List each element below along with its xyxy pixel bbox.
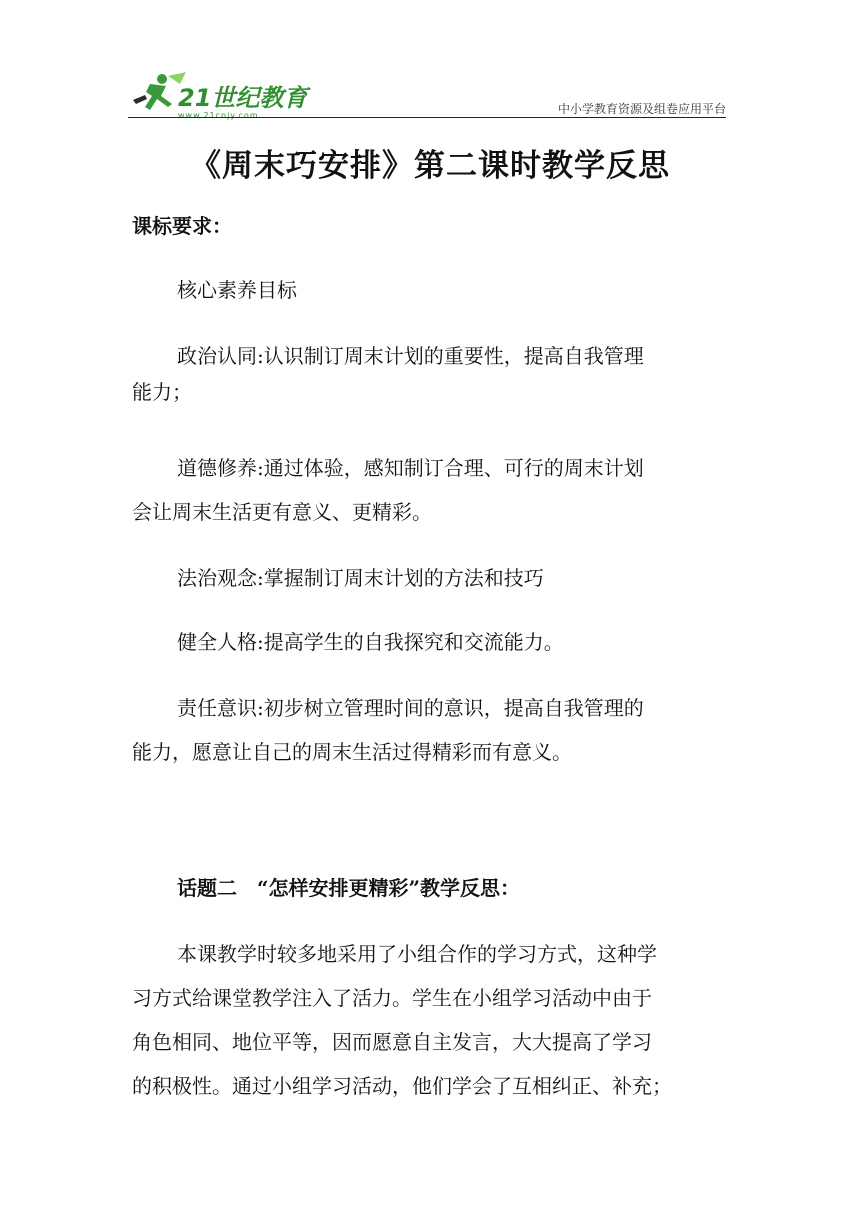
paragraph-line: 能力，愿意让自己的周末生活过得精彩而有意义。 bbox=[132, 740, 572, 764]
platform-label: 中小学教育资源及组卷应用平台 bbox=[557, 102, 726, 116]
runner-icon bbox=[133, 74, 172, 110]
paragraph-line: 会让周末生活更有意义、更精彩。 bbox=[132, 500, 432, 524]
document-title: 《周末巧安排》第二课时教学反思 bbox=[190, 148, 670, 184]
logo-text: 21世纪教育 bbox=[178, 84, 308, 112]
flag-icon bbox=[168, 72, 186, 84]
paragraph-line: 核心素养目标 bbox=[177, 278, 297, 302]
logo-url: www.21cnjy.com bbox=[178, 111, 259, 120]
header-divider bbox=[128, 117, 726, 118]
reflection-line: 本课教学时较多地采用了小组合作的学习方式，这种学 bbox=[177, 942, 657, 966]
topic-heading: 话题二 “怎样安排更精彩”教学反思： bbox=[177, 876, 521, 900]
paragraph-line: 道德修养:通过体验，感知制订合理、可行的周末计划 bbox=[177, 456, 644, 480]
paragraph-line: 责任意识:初步树立管理时间的意识，提高自我管理的 bbox=[177, 696, 644, 720]
paragraph-line: 健全人格:提高学生的自我探究和交流能力。 bbox=[177, 630, 564, 654]
reflection-line: 角色相同、地位平等，因而愿意自主发言，大大提高了学习 bbox=[132, 1030, 652, 1054]
paragraph-line: 法治观念:掌握制订周末计划的方法和技巧 bbox=[177, 566, 544, 590]
section-heading: 课标要求： bbox=[132, 214, 232, 238]
logo bbox=[128, 70, 318, 120]
reflection-line: 的积极性。通过小组学习活动，他们学会了互相纠正、补充； bbox=[132, 1074, 672, 1098]
page-header bbox=[128, 62, 726, 122]
reflection-line: 习方式给课堂教学注入了活力。学生在小组学习活动中由于 bbox=[132, 986, 652, 1010]
paragraph-line: 政治认同:认识制订周末计划的重要性，提高自我管理 bbox=[177, 344, 644, 368]
paragraph-line: 能力； bbox=[132, 380, 192, 404]
